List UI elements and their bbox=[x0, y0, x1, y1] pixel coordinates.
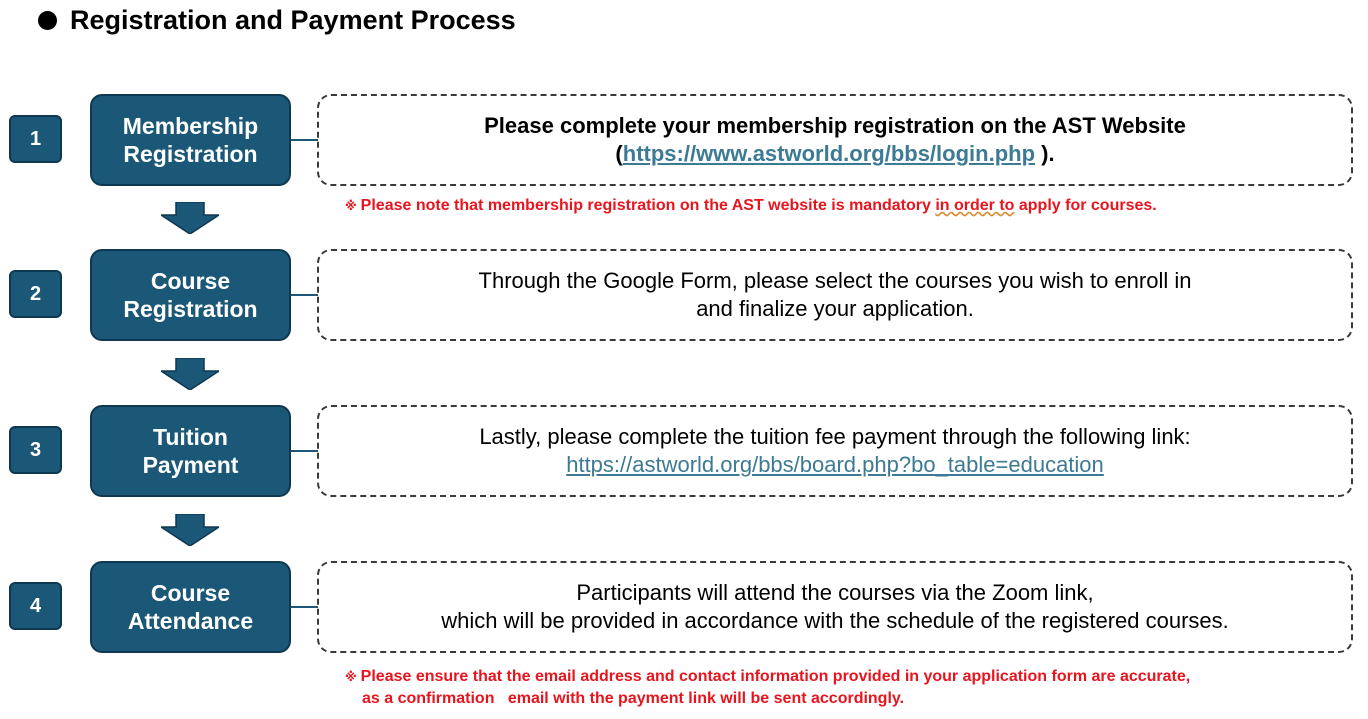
reference-mark-icon: ※ bbox=[345, 199, 357, 213]
step-box-course-attendance bbox=[90, 561, 291, 653]
step-number-2: 2 bbox=[9, 270, 62, 318]
step-label-2: Course Registration bbox=[123, 268, 258, 322]
note-membership-mandatory bbox=[345, 195, 1157, 217]
step-1-line1: Please complete your membership registration on the AST Website bbox=[484, 113, 1186, 138]
note1-pre: Please note that membership registration on the AST website is mandatory bbox=[360, 197, 936, 214]
paren-open: ( bbox=[615, 141, 623, 166]
connector-line-2 bbox=[291, 294, 318, 296]
step-description-3 bbox=[317, 405, 1353, 497]
step-2-line1: Through the Google Form, please select the courses you wish to enroll in bbox=[478, 268, 1192, 293]
note2-line2: as a confirmation email with the payment link will be sent accordingly. bbox=[362, 690, 905, 707]
step-description-4 bbox=[317, 561, 1353, 653]
step-box-course-registration bbox=[90, 249, 291, 341]
bullet-dot-icon bbox=[38, 11, 57, 30]
step-1-text bbox=[484, 112, 1186, 140]
step-description-2 bbox=[317, 249, 1353, 341]
step-label-1: Membership Registration bbox=[122, 113, 259, 167]
step-4-line2: which will be provided in accordance with the schedule of the registered courses. bbox=[441, 608, 1229, 633]
reference-mark-icon: ※ bbox=[345, 670, 357, 684]
payment-link[interactable]: https://astworld.org/bbs/board.php?bo_table=education bbox=[566, 452, 1104, 477]
step-number-1: 1 bbox=[9, 115, 62, 163]
step-number-3: 3 bbox=[9, 426, 62, 474]
note1-wavy: in order to bbox=[935, 197, 1015, 214]
step-1-link-line bbox=[615, 140, 1054, 168]
down-arrow-icon bbox=[161, 202, 219, 234]
note1-post: apply for courses. bbox=[1014, 197, 1157, 214]
step-description-1 bbox=[317, 94, 1353, 186]
note-email-accuracy bbox=[345, 666, 1190, 709]
step-number-4: 4 bbox=[9, 582, 62, 630]
step-2-line2: and finalize your application. bbox=[696, 296, 974, 321]
step-box-membership-registration bbox=[90, 94, 291, 186]
step-label-4: Course Attendance bbox=[127, 580, 254, 634]
step-box-tuition-payment bbox=[90, 405, 291, 497]
paren-close: ). bbox=[1035, 141, 1055, 166]
down-arrow-icon bbox=[161, 514, 219, 546]
note2-line1: Please ensure that the email address and contact information provided in your application form are accurate, bbox=[360, 668, 1191, 685]
login-link[interactable]: https://www.astworld.org/bbs/login.php bbox=[622, 141, 1036, 166]
connector-line-3 bbox=[291, 450, 318, 452]
step-label-3: Tuition Payment bbox=[142, 424, 239, 478]
page-title bbox=[38, 2, 516, 38]
page-title-text: Registration and Payment Process bbox=[70, 4, 516, 35]
step-3-line1: Lastly, please complete the tuition fee payment through the following link: bbox=[479, 424, 1191, 449]
down-arrow-icon bbox=[161, 358, 219, 390]
connector-line-1 bbox=[291, 139, 318, 141]
connector-line-4 bbox=[291, 606, 318, 608]
step-4-line1: Participants will attend the courses via the Zoom link, bbox=[576, 580, 1094, 605]
